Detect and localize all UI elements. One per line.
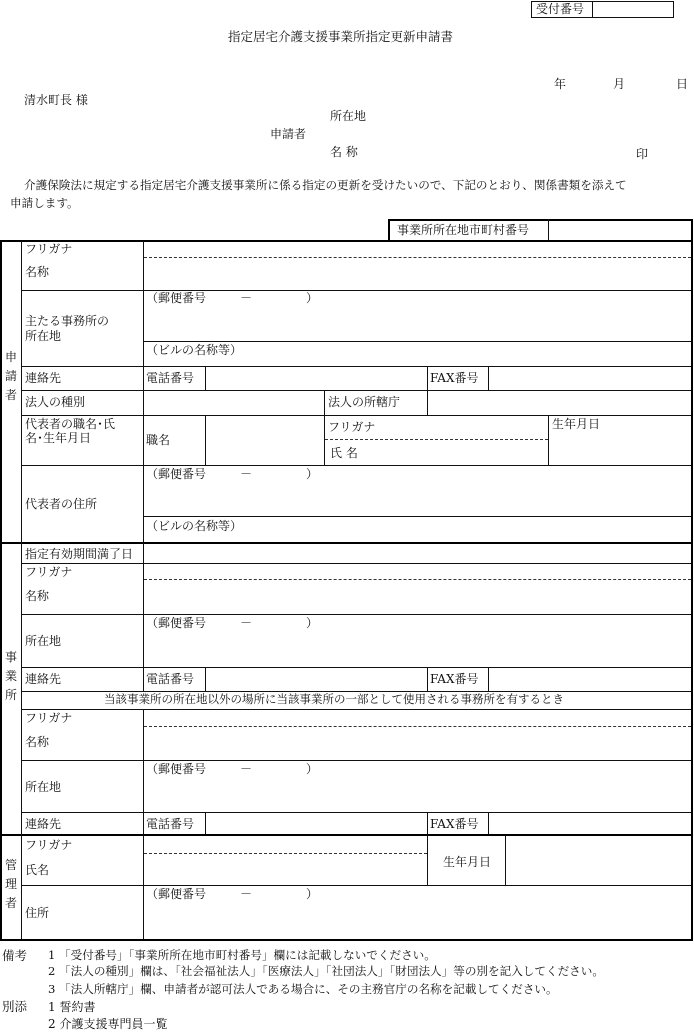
branch-name-field[interactable] — [146, 728, 689, 758]
office-contact-label: 連絡先 — [25, 672, 62, 686]
main-office-postal-label: （郵便番号 — [146, 291, 207, 305]
attachment-1: 1 誓約書 — [48, 1000, 96, 1014]
manager-postal-dash: － — [240, 887, 253, 901]
note-3: 3 「法人所轄庁」欄、申請者が認可法人である場合に、その主務官庁の名称を記載してください。 — [48, 982, 558, 996]
branch-phone-field[interactable] — [207, 814, 425, 833]
rep-postal-label: （郵便番号 — [146, 467, 207, 481]
applicant-fax-field[interactable] — [490, 368, 689, 388]
date-month-label: 月 — [613, 77, 626, 91]
office-postal-label: （郵便番号 — [146, 616, 207, 630]
main-office-address-field[interactable] — [146, 307, 689, 340]
branch-address-label: 所在地 — [25, 780, 62, 794]
office-furigana-label: フリガナ — [25, 565, 73, 579]
rep-birthdate-label: 生年月日 — [552, 417, 601, 431]
main-office-address-label-l2: 所在地 — [25, 329, 62, 343]
applicant-phone-label: 電話番号 — [146, 371, 195, 385]
corp-authority-label: 法人の所轄庁 — [328, 395, 401, 409]
rep-address-label: 代表者の住所 — [25, 497, 98, 511]
corp-type-label: 法人の種別 — [25, 395, 86, 409]
branch-fax-field[interactable] — [490, 814, 689, 833]
office-address-field[interactable] — [146, 632, 689, 665]
manager-birthdate-field[interactable] — [507, 837, 689, 883]
manager-birthdate-label: 生年月日 — [443, 855, 492, 869]
rep-postal-close: ） — [306, 467, 319, 481]
table-bottom-border — [0, 939, 693, 941]
applicant-label: 申請者 — [270, 127, 307, 141]
branch-postal-label: （郵便番号 — [146, 762, 207, 776]
office-section-label: 事業所 — [4, 650, 17, 703]
office-name-label: 名称 — [25, 589, 50, 603]
notes-label: 備考 — [2, 948, 28, 963]
office-address-label: 所在地 — [25, 634, 62, 648]
applicant-name-label: 名 称 — [330, 145, 358, 159]
office-name-field[interactable] — [146, 582, 689, 612]
rep-furigana-label: フリガナ — [328, 420, 376, 434]
receipt-number-label: 受付番号 — [536, 2, 585, 16]
manager-section-label: 管理者 — [4, 858, 17, 911]
main-office-postal-dash: － — [240, 291, 253, 305]
office-phone-label: 電話番号 — [146, 672, 195, 686]
branch-postal-dash: － — [240, 762, 253, 776]
page-title: 指定居宅介護支援事業所指定更新申請書 — [228, 29, 454, 44]
main-office-address-label-l1: 主たる事務所の — [25, 314, 110, 328]
office-phone-field[interactable] — [207, 669, 425, 689]
manager-name-field[interactable] — [146, 856, 425, 883]
rep-postal-dash: － — [240, 467, 253, 481]
rep-title-label: 職名 — [146, 433, 171, 447]
applicant-contact-label: 連絡先 — [25, 371, 62, 385]
applicant-name-field[interactable] — [146, 259, 689, 289]
manager-address-field[interactable] — [146, 903, 689, 937]
rep-address-field[interactable] — [146, 483, 689, 515]
office-expiry-label: 指定有効期間満了日 — [25, 547, 134, 561]
receipt-number-divider — [592, 1, 593, 18]
intro-text-line2: 申請します。 — [10, 196, 79, 210]
date-year-label: 年 — [554, 77, 567, 91]
intro-text-line1: 介護保険法に規定する指定居宅介護支援事業所に係る指定の更新を受けたいので、下記のとおり、関係書類を添えて — [24, 178, 627, 192]
receipt-number-field[interactable] — [594, 2, 672, 17]
applicant-furigana-field[interactable] — [146, 242, 689, 256]
rep-label-l1: 代表者の職名･氏 — [25, 417, 116, 431]
applicant-phone-field[interactable] — [207, 368, 425, 388]
manager-postal-close: ） — [306, 887, 319, 901]
attachment-2: 2 介護支援専門員一覧 — [48, 1017, 168, 1031]
applicant-address-label: 所在地 — [330, 109, 367, 123]
municipality-number-label: 事業所所在地市町村番号 — [397, 223, 530, 237]
office-furigana-field[interactable] — [146, 565, 689, 578]
addressee: 清水町長 様 — [24, 93, 88, 107]
office-fax-field[interactable] — [490, 669, 689, 689]
manager-address-label: 住所 — [25, 906, 50, 920]
note-2: 2 「法人の種別」欄は、「社会福祉法人」「医療法人」「社団法人」「財団法人」等の別を記入してください。 — [48, 964, 604, 978]
manager-furigana-field[interactable] — [146, 838, 425, 852]
branch-furigana-field[interactable] — [146, 711, 689, 725]
main-office-building-label: （ビルの名称等） — [146, 343, 243, 357]
manager-postal-label: （郵便番号 — [146, 887, 207, 901]
main-office-postal-close: ） — [306, 291, 319, 305]
rep-label-l2: 名･生年月日 — [25, 431, 92, 445]
applicant-name-label: 名称 — [25, 265, 50, 279]
rep-birthdate-field[interactable] — [550, 432, 689, 463]
rep-building-label: （ビルの名称等） — [146, 519, 243, 533]
branch-furigana-label: フリガナ — [25, 711, 73, 725]
applicant-fax-label: FAX番号 — [430, 371, 479, 385]
office-expiry-field[interactable] — [146, 545, 689, 562]
branch-fax-label: FAX番号 — [430, 817, 479, 831]
applicant-furigana-label: フリガナ — [25, 242, 73, 256]
rep-name-label: 氏 名 — [330, 446, 358, 460]
branch-contact-label: 連絡先 — [25, 817, 62, 831]
corp-authority-field[interactable] — [430, 392, 689, 414]
corp-type-field[interactable] — [146, 392, 322, 414]
seal-mark: 印 — [636, 147, 649, 161]
branch-phone-label: 電話番号 — [146, 817, 195, 831]
attachments-label: 別添 — [2, 999, 28, 1014]
branch-postal-close: ） — [306, 762, 319, 776]
note-1: 1 「受付番号」「事業所所在地市町村番号」欄には記載しないでください。 — [48, 948, 436, 962]
branch-name-label: 名称 — [25, 735, 50, 749]
branch-address-field[interactable] — [146, 778, 689, 811]
manager-furigana-label: フリガナ — [25, 838, 73, 852]
office-postal-dash: － — [240, 616, 253, 630]
date-day-label: 日 — [676, 77, 689, 91]
office-fax-label: FAX番号 — [430, 672, 479, 686]
municipality-number-field[interactable] — [550, 221, 690, 240]
office-postal-close: ） — [306, 616, 319, 630]
applicant-section-label: 申請者 — [4, 350, 17, 403]
rep-title-field[interactable] — [207, 417, 322, 463]
manager-name-label: 氏名 — [25, 863, 50, 877]
branch-office-note: 当該事業所の所在地以外の場所に当該事業所の一部として使用される事務所を有するとき — [104, 692, 564, 706]
